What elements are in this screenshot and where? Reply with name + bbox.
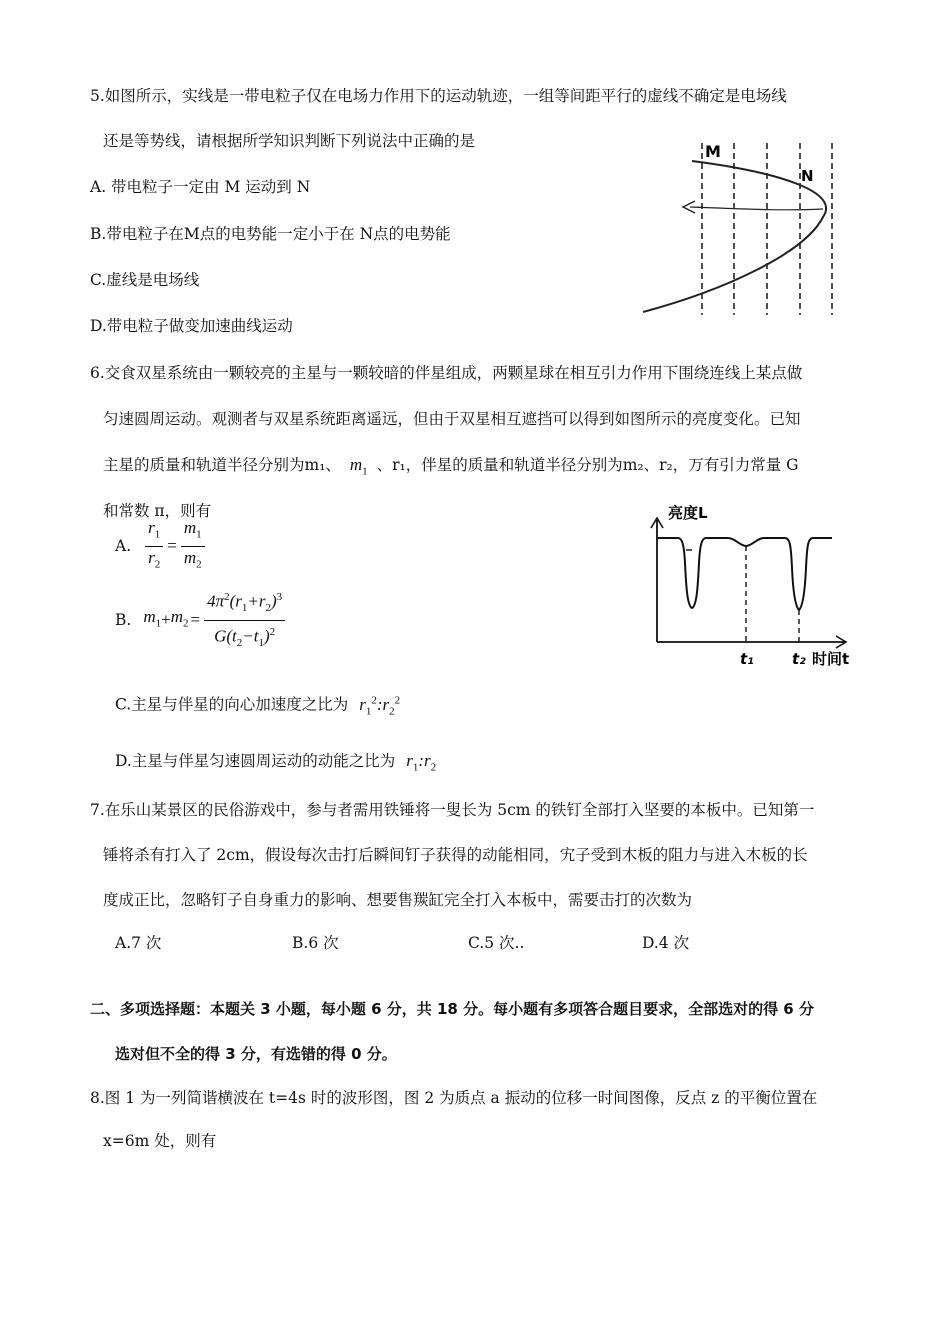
q7-stem-line1: 7.在乐山某景区的民俗游戏中，参与者需用铁锤将一叟长为 5cm 的铁钉全部打入坚要的本板中。已知第一 xyxy=(90,801,815,819)
q7-option-d: D.4 次 xyxy=(642,934,690,952)
brightness-curve xyxy=(657,538,832,610)
q6-option-c xyxy=(115,690,400,721)
x-axis-label: 时间t xyxy=(812,650,850,668)
q7-option-a: A.7 次 xyxy=(115,934,162,952)
q5-stem-line1: 5.如图所示，实线是一带电粒子仅在电场力作用下的运动轨迹，一组等间距平行的虚线不确定是电场线 xyxy=(90,87,787,105)
tick-t2: t₂ xyxy=(792,650,806,668)
q5-option-a: A. 带电粒子一定由 M 运动到 N xyxy=(90,178,311,196)
q6-stem-line3-b: 、r₁，伴星的质量和轨道半径分别为m₂、r₂，万有引力常量 G xyxy=(376,456,799,474)
q8-stem-line1: 8.图 1 为一列简谐横波在 t=4s 时的波形图，图 2 为质点 a 振动的位移一时间图像，反点 z 的平衡位置在 xyxy=(90,1089,818,1107)
q6-stem-line2: 匀速圆周运动。观测者与双星系统距离遥远，但由于双星相互遮挡可以得到如图所示的亮度变化。已知 xyxy=(103,410,801,428)
q5-field-figure xyxy=(635,135,850,320)
q6-brightness-figure xyxy=(640,498,860,673)
q6-option-b-label: B. xyxy=(115,611,132,629)
q5-option-c: C.虚线是电场线 xyxy=(90,271,200,289)
q8-stem-line2: x=6m 处，则有 xyxy=(103,1132,217,1150)
q6-option-b xyxy=(115,592,287,648)
q6-stem-line3-a: 主星的质量和轨道半径分别为m₁、 xyxy=(103,456,341,474)
q6-option-b-formula: $m_1$ + $m_2$ = $\frac{4\pi^2(r_1+r_2)^3}{G(t_2-t_1)^2}$ xyxy=(143,586,287,653)
q6-option-a xyxy=(115,518,207,570)
q6-option-d-ratio: $r_1:r_2$ xyxy=(406,751,437,774)
section2-heading-line2: 选对但不全的得 3 分，有选错的得 0 分。 xyxy=(115,1045,397,1063)
force-arrow xyxy=(690,207,823,210)
q6-option-d-text: D.主星与伴星匀速圆周运动的动能之比为 xyxy=(115,752,396,770)
q7-stem-line3: 度成正比，忽略钉子自身重力的影响、想要售羰缸完全打入本板中，需要击打的次数为 xyxy=(103,891,693,909)
q7-option-b: B.6 次 xyxy=(292,934,339,952)
q6-option-a-label: A. xyxy=(115,537,132,555)
q5-option-d: D.带电粒子做变加速曲线运动 xyxy=(90,317,293,335)
q5-option-b: B.带电粒子在M点的电势能一定小于在 N点的电势能 xyxy=(90,225,451,243)
q6-stem-line1: 6.交食双星系统由一颗较亮的主星与一颗较暗的伴星组成，两颗星球在相互引力作用下围绕连线上某点做 xyxy=(90,364,803,382)
q6-stem-line4: 和常数 π，则有 xyxy=(103,502,212,520)
tick-t1: t₁ xyxy=(740,650,754,668)
label-n: N xyxy=(801,167,814,185)
section2-heading-line1: 二、多项选择题：本题关 3 小题，每小题 6 分，共 18 分。每小题有多项答合题目要求，全部选对的得 6 分 xyxy=(90,1000,814,1018)
q6-option-c-ratio: $r_1^2:r_2^2$ xyxy=(359,694,401,718)
q7-stem-line2: 锤将杀有打入了 2cm，假设每次击打后瞬间钉子获得的动能相同，宄子受到木板的阻力与进入木板的长 xyxy=(103,846,808,864)
q6-option-c-text: C.主星与伴星的向心加速度之比为 xyxy=(115,695,349,714)
y-axis-label: 亮度L xyxy=(668,504,708,522)
q6-m1-symbol: $m_1$ xyxy=(349,455,368,478)
q6-stem-line3 xyxy=(103,455,799,481)
q7-option-c: C.5 次.. xyxy=(468,934,525,952)
q6-option-a-formula: $\frac{r_1}{r_2}$ = $\frac{m_1}{m_2}$ xyxy=(143,517,207,575)
q6-option-d xyxy=(115,751,436,777)
q5-stem-line2: 还是等势线，请根据所学知识判断下列说法中正确的是 xyxy=(103,132,476,150)
label-m: M xyxy=(705,142,721,161)
